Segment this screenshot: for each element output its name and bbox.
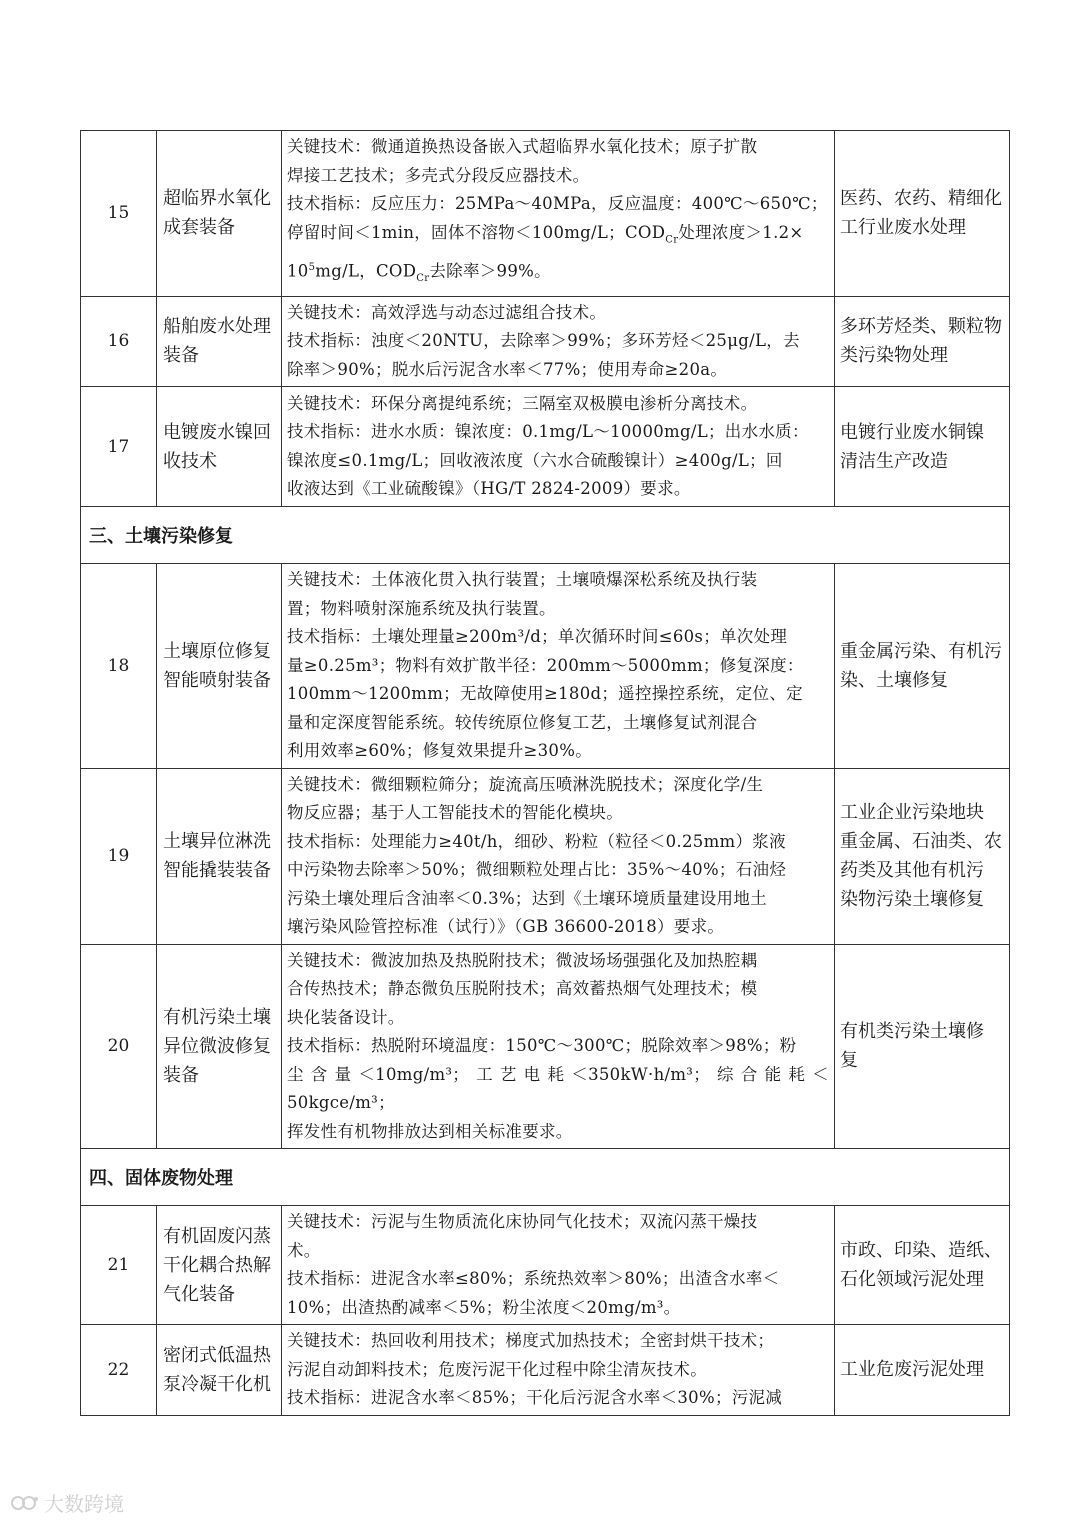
equipment-name: 有机固废闪蒸 干化耦合热解 气化装备 [157,1206,282,1325]
row-number: 20 [81,944,157,1149]
equipment-name: 船舶废水处理 装备 [157,296,282,387]
application-field: 电镀行业废水铜镍 清洁生产改造 [835,387,1010,507]
technical-description: 关键技术：高效浮选与动态过滤组合技术。 技术指标：浊度＜20NTU，去除率＞99%；多环芳烃＜25μg/L，去 除率＞90%；脱水后污泥含水率＜77%；使用寿命≥20a。 [282,296,835,387]
row-number: 16 [81,296,157,387]
equipment-name: 土壤原位修复 智能喷射装备 [157,564,282,769]
table-row [81,944,1010,1149]
watermark-text: 大数跨境 [44,1492,124,1516]
row-number: 17 [81,387,157,507]
application-field: 工业企业污染地块 重金属、石油类、农 药类及其他有机污 染物污染土壤修复 [835,768,1010,944]
application-field: 重金属污染、有机污 染、土壤修复 [835,564,1010,769]
table-row [81,768,1010,944]
application-field: 市政、印染、造纸、 石化领域污泥处理 [835,1206,1010,1325]
row-number: 15 [81,131,157,297]
application-field: 医药、农药、精细化 工行业废水处理 [835,131,1010,297]
table-row [81,1206,1010,1325]
equipment-name: 电镀废水镍回 收技术 [157,387,282,507]
technical-description: 关键技术：环保分离提纯系统；三隔室双极膜电渗析分离技术。 技术指标：进水水质：镍浓度：0.1mg/L～10000mg/L；出水水质： 镍浓度≤0.1mg/L；回收液浓度（六水合硫酸镍计）≥400g/L；回 收液达到《工业硫酸镍》（HG/T 2824-2009）要求。 [282,387,835,507]
row-number: 21 [81,1206,157,1325]
table-row [81,1325,1010,1416]
row-number: 19 [81,768,157,944]
row-number: 18 [81,564,157,769]
technical-description: 关键技术：土体液化贯入执行装置；土壤喷爆深松系统及执行装 置；物料喷射深施系统及执行装置。 技术指标：土壤处理量≥200m³/d；单次循环时间≤60s；单次处理 量≥0.25m³；物料有效扩散半径：200mm～5000mm；修复深度： 100mm～1200mm；无故障使用≥180d；遥控操控系统，定位、定 量和定深度智能系统。较传统原位修复工艺，土壤修复试剂混合 利用效率≥60%；修复效果提升≥30%。 [282,564,835,769]
technical-description: 关键技术：微通道换热设备嵌入式超临界水氧化技术；原子扩散 焊接工艺技术；多壳式分段反应器技术。 技术指标：反应压力：25MPa～40MPa，反应温度：400℃～650℃； 停留时间＜1min，固体不溶物＜100mg/L；$COD_{Cr}$处理浓度＞1.2× $10^5mg/L$，$COD_{Cr}$去除率＞99%。 [282,131,835,297]
technology-table [80,130,1010,1416]
section-header-row [81,1149,1010,1206]
table-row [81,131,1010,297]
equipment-name: 土壤异位淋洗 智能撬装装备 [157,768,282,944]
section-header-row [81,507,1010,564]
row-number: 22 [81,1325,157,1416]
equipment-name: 有机污染土壤 异位微波修复 装备 [157,944,282,1149]
table-row [81,296,1010,387]
table-row [81,564,1010,769]
equipment-name: 超临界水氧化 成套装备 [157,131,282,297]
section-title: 三、土壤污染修复 [81,507,1010,564]
technical-description: 关键技术：污泥与生物质流化床协同气化技术；双流闪蒸干燥技 术。 技术指标：进泥含水率≤80%；系统热效率＞80%；出渣含水率＜ 10%；出渣热酌减率＜5%；粉尘浓度＜20mg/m³。 [282,1206,835,1325]
technical-description: 关键技术：微细颗粒筛分；旋流高压喷淋洗脱技术；深度化学/生 物反应器；基于人工智能技术的智能化模块。 技术指标：处理能力≥40t/h，细砂、粉粒（粒径＜0.25mm）浆液 中污染物去除率＞50%；微细颗粒处理占比：35%～40%；石油烃 污染土壤处理后含油率＜0.3%；达到《土壤环境质量建设用地土 壤污染风险管控标准（试行）》（GB 36600-2018）要求。 [282,768,835,944]
application-field: 工业危废污泥处理 [835,1325,1010,1416]
table-row [81,387,1010,507]
watermark [10,1488,124,1517]
technical-description: 关键技术：微波加热及热脱附技术；微波场场强强化及加热腔耦 合传热技术；静态微负压脱附技术；高效蓄热烟气处理技术；模 块化装备设计。 技术指标：热脱附环境温度：150℃～300℃；脱除效率＞98%；粉 尘含量＜10mg/m³；工艺电耗＜350kW·h/m³；综合能耗＜50kgce/m³； 挥发性有机物排放达到相关标准要求。 [282,944,835,1149]
equipment-name: 密闭式低温热 泵冷凝干化机 [157,1325,282,1416]
logo-icon [10,1492,40,1514]
section-title: 四、固体废物处理 [81,1149,1010,1206]
application-field: 多环芳烃类、颗粒物 类污染物处理 [835,296,1010,387]
application-field: 有机类污染土壤修 复 [835,944,1010,1149]
technical-description: 关键技术：热回收利用技术；梯度式加热技术；全密封烘干技术； 污泥自动卸料技术；危废污泥干化过程中除尘清灰技术。 技术指标：进泥含水率＜85%；干化后污泥含水率＜30%；污泥减 [282,1325,835,1416]
